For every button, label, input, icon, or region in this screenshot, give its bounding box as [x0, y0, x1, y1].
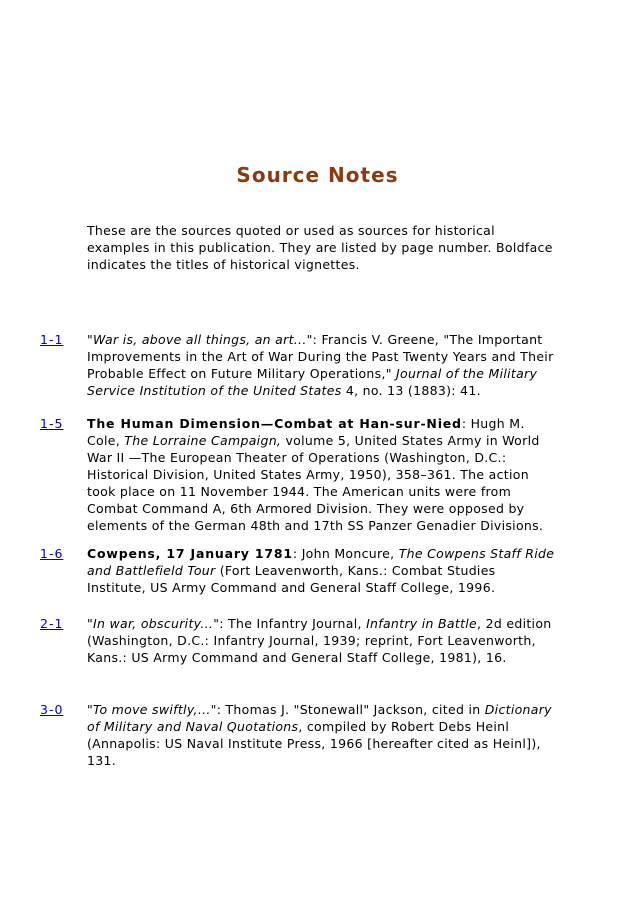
- note-citation-text: : The Infantry Journal,: [219, 616, 367, 631]
- note-citation-text: 4, no. 13 (1883): 41.: [341, 383, 481, 398]
- note-vignette-title: The Human Dimension—Combat at Han-sur-Nied: [87, 416, 462, 431]
- note-ref-link[interactable]: 1-1: [40, 332, 64, 347]
- note-citation-text: : John Moncure,: [292, 546, 399, 561]
- note-citation-text: : Francis V. Greene, "The Important Improvements in the Art of War During the Past Twenty Years and Their Probable Effect on Future Military Operations,": [87, 332, 554, 381]
- note-publication-title: Infantry in Battle: [366, 616, 478, 631]
- note-citation-text: , 2d edition (Washington, D.C.: Infantry Journal, 1939; reprint, Fort Leavenworth, Kans.: US Army Command and General Staff College, 1981), 16.: [87, 616, 552, 665]
- note-lead-quote: "War is, above all things, an art...": [87, 332, 313, 347]
- intro-paragraph: These are the sources quoted or used as sources for historical examples in this publication. They are listed by page number. Boldface indicates the titles of historical vignettes.: [87, 223, 553, 272]
- note-text: [87, 331, 557, 399]
- note-ref-link[interactable]: 1-5: [40, 416, 64, 431]
- note-citation-text: : Hugh M. Cole,: [87, 416, 525, 448]
- note-text: [87, 545, 557, 596]
- note-lead-quote: "To move swiftly,...": [87, 702, 217, 717]
- note-citation-text: volume 5, United States Army in World War II —The European Theater of Operations (Washington, D.C.: Historical Division, United States Army, 1950), 358–361. The action took place on 11 November 1944. The American units were from Combat Command A, 6th Armored Division. They were opposed by elements of the German 48th and 17th SS Panzer Genadier Divisions.: [87, 433, 544, 533]
- note-ref-link[interactable]: 3-0: [40, 702, 64, 717]
- note-publication-title: Dictionary of Military and Naval Quotations: [87, 702, 552, 734]
- page-title: Source Notes: [236, 163, 399, 187]
- note-vignette-title: Cowpens, 17 January 1781: [87, 546, 293, 561]
- note-publication-title: Journal of the Military Service Institution of the United States: [87, 366, 538, 398]
- note-ref-link[interactable]: 1-6: [40, 546, 64, 561]
- note-citation-text: : Thomas J. "Stonewall" Jackson, cited in: [216, 702, 485, 717]
- note-citation-text: , compiled by Robert Debs Heinl (Annapolis: US Naval Institute Press, 1966 [hereafter cited as Heinl]), 131.: [87, 719, 541, 768]
- note-citation-text: (Fort Leavenworth, Kans.: Combat Studies Institute, US Army Command and General Staff College, 1996.: [87, 563, 496, 595]
- note-text: [87, 415, 557, 534]
- note-ref-link[interactable]: 2-1: [40, 616, 64, 631]
- note-publication-title: The Cowpens Staff Ride and Battlefield Tour: [87, 546, 555, 578]
- note-lead-quote: "In war, obscurity...": [87, 616, 220, 631]
- note-text: [87, 615, 557, 666]
- note-publication-title: The Lorraine Campaign,: [124, 433, 282, 448]
- note-text: [87, 701, 557, 769]
